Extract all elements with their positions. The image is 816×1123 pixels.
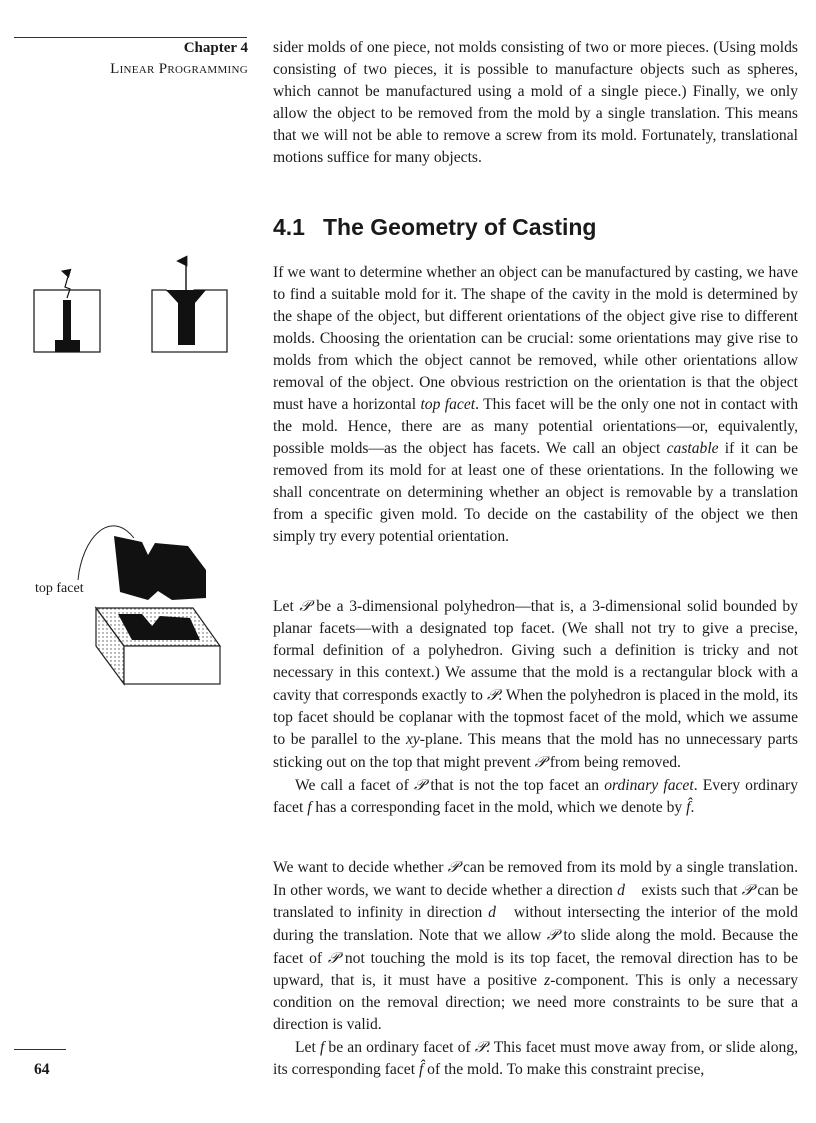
term-castable: castable [666, 440, 719, 457]
mold-front-face [124, 646, 220, 684]
paragraph-polyhedron: Let 𝒫 be a 3-dimensional polyhedron—that is, a 3-dimensional solid bounded by planar facets—with a designated top facet. (We shall not try to give a precise, formal definition of a polyhedron. Giving such a definition is tricky and not necessary in this context.) We assume that the mold is a rectangular block with a cavity that corresponds exactly to 𝒫. When the polyhedron is placed in the mold, its top facet should be coplanar with the topmost facet of the mold, which we assume to be parallel to the xy-plane. This means that the mold has no unnecessary parts sticking out on the top that might prevent 𝒫 from being removed. We call a facet of 𝒫 that is not the top facet an ordinary facet. Every ordinary facet f has a corresponding facet in the mold, which we denote by f̂. [273, 595, 798, 819]
section-heading [273, 214, 596, 241]
chapter-label: Chapter 4 [183, 40, 248, 56]
mold-cavity [118, 614, 200, 640]
term-top-facet: top facet [420, 396, 476, 413]
section-number: 4.1 [273, 214, 305, 240]
section-title: The Geometry of Casting [322, 214, 597, 240]
term-ordinary-facet: ordinary facet [604, 777, 694, 794]
running-head [20, 38, 248, 80]
bottom-rule [14, 1049, 66, 1050]
paragraph-casting: If we want to determine whether an object can be manufactured by casting, we have to find a suitable mold for it. The shape of the cavity in the mold is determined by the shape of the object, but different orientations of the object give rise to different molds. Choosing the orientation can be crucial: some orientations may give rise to molds from which the object cannot be removed, while other orientations allow removal of the object. One obvious restriction on the orientation is that the object must have a horizontal top facet. This facet will be the only one not in contact with the mold. Hence, there are as many potential orientations—or, equivalently, possible molds—as the object has facets. We call an object castable if it can be removed from its mold for at least one of these orientations. In the following we shall concentrate on determining whether an object is removable by a translation from a specific given mold. To decide on the castability of the object we then simply try every potential orientation. [273, 264, 799, 545]
mold-orientation-figure [30, 255, 235, 355]
page-number: 64 [34, 1061, 50, 1078]
paragraph-facet-constraint: Let f be an ordinary facet of 𝒫. This facet must move away from, or slide along, its corresponding facet f̂ of the mold. To make this constraint precise, [273, 1038, 798, 1078]
top-facet-label: top facet [35, 581, 84, 596]
chapter-title: Linear Programming [110, 61, 248, 77]
top-facet-figure [30, 508, 240, 733]
paragraph-removal: We want to decide whether 𝒫 can be removed from its mold by a single translation. In other words, we want to decide whether a direction d⃗ exists such that 𝒫 can be translated to infinity in direction d⃗ without intersecting the interior of the mold during the translation. Note that we allow 𝒫 to slide along the mold. Because the facet of 𝒫 not touching the mold is its top facet, the removal direction has to be upward, that is, it must have a positive z-component. This is only a necessary condition on the removal direction; we need more constraints to be sure that a direction is valid. Let f be an ordinary facet of 𝒫. This facet must move away from, or slide along, its corresponding facet f̂ of the mold. To make this constraint precise, [273, 856, 798, 1081]
intro-paragraph: sider molds of one piece, not molds consisting of two or more pieces. (Using molds consisting of two pieces, it is possible to manufacture objects such as spheres, which cannot be manufactured using a mold of a single piece.) Finally, we only allow the object to be removed from the mold by a single translation. This means that we will not be able to remove a screw from its mold. Fortunately, translational motions suffice for many objects. [273, 39, 798, 166]
paragraph-ordinary-facet: We call a facet of 𝒫 that is not the top facet an ordinary facet. Every ordinary facet f has a corresponding facet in the mold, which we denote by f̂. [273, 776, 798, 816]
polyhedron-object [114, 536, 206, 600]
